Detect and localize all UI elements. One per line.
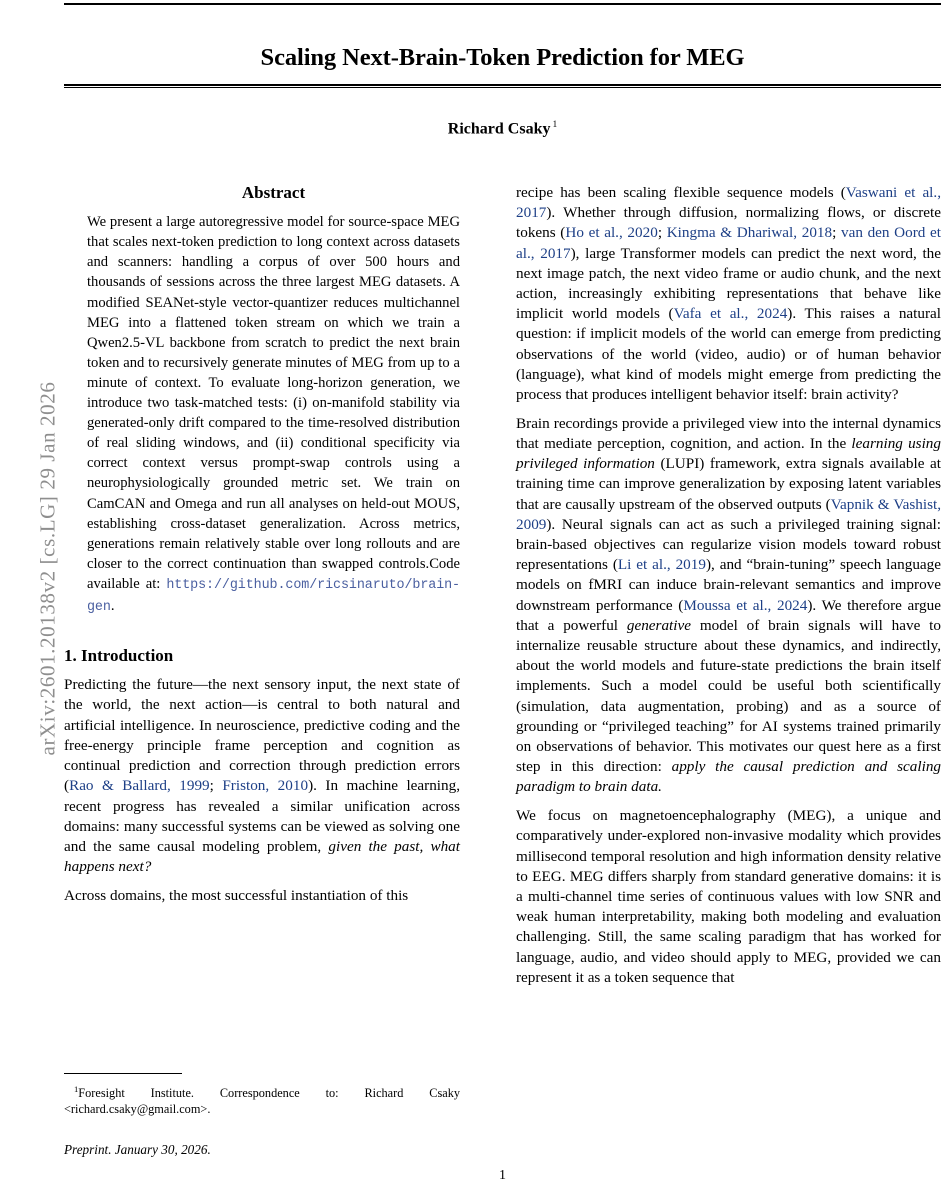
code-repository-link[interactable]: https://github.com/ricsinaruto/brain-gen [87, 577, 460, 615]
intro-paragraph-2-cont [516, 183, 941, 405]
body-text: model of brain signals will have to internalize reusable structure about these dynamics, and indirectly, about the world models and future-state predictions the brain itself implements. Such a model could be useful both scientifically (simulation, data augmentation, probing) and as a source of grounding or “privileged teaching” for AI systems trained primarily on observations of behavior. This motivates our quest here as a first step in this direction: [516, 616, 941, 776]
citation-link[interactable]: Rao & Ballard, 1999 [69, 777, 210, 795]
citation-link[interactable]: Vafa et al., 2024 [673, 305, 788, 323]
body-text: We focus on magnetoencephalography (MEG), a unique and comparatively under-explored non-invasive modality which provides millisecond temporal resolution and high information density relative to EEG. MEG differs sharply from standard generative domains: it is a multi-channel time series of continuous values with low SNR and weak human interpretability, making both modeling and evaluation challenging. Still, the same scaling paradigm that has worked for language, audio, and video should apply to MEG, provided we can represent it as a token sequence that [516, 807, 941, 986]
emphasis-text: learning using privileged information [516, 434, 941, 473]
footnote-correspondence: Foresight Institute. Correspondence to: Richard Csaky <richard.csaky@gmail.com>. [64, 1086, 460, 1117]
emphasis-text: generative [626, 616, 691, 634]
citation-link[interactable]: Vaswani et al., 2017 [516, 184, 941, 222]
emphasis-text: apply the causal prediction and scaling paradigm to brain data. [516, 758, 942, 796]
preprint-notice: Preprint. January 30, 2026. [64, 1141, 211, 1157]
citation-link[interactable]: Kingma & Dhariwal, 2018 [666, 224, 833, 242]
body-text: ). We therefore argue that a powerful [516, 596, 941, 634]
body-text: ; [832, 224, 841, 242]
right-column [516, 183, 941, 996]
citation-link[interactable]: Li et al., 2019 [617, 556, 706, 574]
body-text: ). In machine learning, recent progress has revealed a similar unification across domains: many successful systems can be viewed as solving one and the same causal modeling problem, [64, 777, 460, 855]
footnote-marker: 1 [74, 1084, 79, 1094]
left-column [64, 183, 460, 915]
page-title: Scaling Next-Brain-Token Prediction for MEG [260, 44, 745, 72]
author-name: Richard Csaky [447, 120, 551, 138]
paper-page [64, 0, 941, 1200]
abstract-text: We present a large autoregressive model for source-space MEG that scales next-token prediction to long context across datasets and scanners: handling a corpus of over 500 hours and thousands of sessions across the three largest MEG datasets. A modified SEANet-style vector-quantizer reduces multichannel MEG into a flattened token stream on which we train a Qwen2.5-VL backbone from scratch to predict the next brain token and to recursively generate minutes of MEG from up to a minute of context. To evaluate long-horizon generation, we introduce two task-matched tests: (i) on-manifold stability via generated-only drift compared to the time-resolved distribution of real sliding windows, and (ii) conditional specificity via correct context versus prompt-swap controls using a neurophysiologically grounded metric set. We train on CamCAN and Omega and run all analyses on held-out MOUS, establishing cross-dataset generalization. Across metrics, generations remain relatively stable over long rollouts and are closer to the correct continuation than swapped controls.Code available at: [87, 214, 460, 592]
intro-paragraph-3 [516, 414, 941, 798]
section-heading-introduction: 1. Introduction [64, 646, 174, 666]
body-text: ; [209, 777, 223, 795]
footnote-divider [64, 1073, 182, 1074]
citation-link[interactable]: Friston, 2010 [222, 777, 309, 795]
author-byline [64, 120, 941, 138]
footnote-block [64, 1073, 460, 1158]
abstract-heading: Abstract [241, 183, 306, 202]
abstract-body [64, 212, 460, 618]
page-number: 1 [499, 1168, 506, 1183]
body-text: ; [657, 224, 667, 242]
body-text: ). This raises a natural question: if implicit models of the world can emerge from predicting observations of the world (video, audio) or of human behavior (language), what kind of models might emerge from predicting the process that produces intelligent behavior itself: brain activity? [516, 305, 942, 404]
footnote-text [64, 1081, 460, 1118]
body-text: (LUPI) framework, extra signals available at training time can improve generalization by exposing latent variables that are causally upstream of the observed outputs ( [516, 455, 941, 513]
header-rule-under-title [64, 84, 941, 88]
emphasis-text: given the past, what happens next? [64, 837, 460, 876]
citation-link[interactable]: Vapnik & Vashist, 2009 [516, 495, 941, 533]
body-text: Predicting the future—the next sensory input, the next state of the world, the next action—is central to both natural and artificial intelligence. In neuroscience, predictive coding and the free-energy principle frame perception and cognition as continual prediction and correction through prediction errors ( [64, 676, 460, 795]
author-affiliation-marker: 1 [552, 120, 558, 130]
body-text: recipe has been scaling flexible sequence models ( [516, 184, 846, 201]
citation-link[interactable]: Moussa et al., 2024 [683, 596, 808, 614]
intro-paragraph-4 [516, 806, 941, 988]
body-text: Brain recordings provide a privileged view into the internal dynamics that mediate perception, cognition, and action. In the [516, 414, 941, 452]
body-text: ). Neural signals can act as such a privileged training signal: brain-based objectives can regularize vision models toward robust representations ( [516, 515, 941, 574]
intro-paragraph-2-start [64, 886, 460, 906]
citation-link[interactable]: Ho et al., 2020 [565, 224, 658, 242]
header-rule-top [64, 3, 941, 5]
intro-paragraph-1 [64, 675, 460, 877]
body-text: ), and “brain-tuning” speech language models on fMRI can induce brain-relevant semantics and improve downstream performance ( [516, 556, 941, 614]
body-text: ). Whether through diffusion, normalizing flows, or discrete tokens ( [516, 204, 941, 242]
arxiv-identifier-stamp: arXiv:2601.20138v2 [cs.LG] 29 Jan 2026 [35, 381, 60, 756]
abstract-text-tail: . [110, 597, 115, 614]
citation-link[interactable]: van den Oord et al., 2017 [516, 224, 942, 262]
body-text: Across domains, the most successful instantiation of this [64, 886, 409, 904]
body-text: ), large Transformer models can predict the next word, the next image patch, the next video frame or audio chunk, and the next action, increasingly exhibiting representations that behave like implicit world models ( [516, 244, 942, 323]
